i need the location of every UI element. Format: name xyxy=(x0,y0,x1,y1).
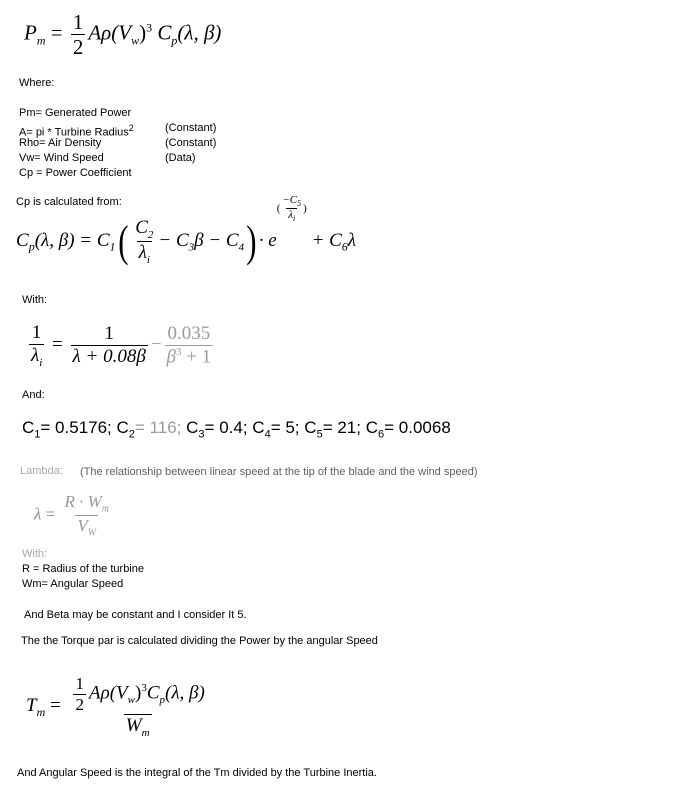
constant-c4: $C_4= 5$; xyxy=(252,418,300,441)
def-rho: Rho= Air Density xyxy=(19,137,102,149)
lambda-description: (The relationship between linear speed at the tip of the blade and the wind speed) xyxy=(80,466,478,478)
torque-note: The the Torque par is calculated dividing the Power by the angular Speed xyxy=(21,635,378,647)
half-fraction: $\frac{1}{2}$ xyxy=(72,10,84,60)
beta-note: And Beta may be constant and I consider It 5. xyxy=(24,609,247,621)
def-wm: Wm= Angular Speed xyxy=(22,578,124,590)
def-cp: Cp = Power Coefficient xyxy=(19,167,132,179)
constant-c3: $C_3= 0.4$; xyxy=(186,418,248,441)
def-r: R = Radius of the turbine xyxy=(22,563,144,575)
def-rho-note: (Constant) xyxy=(165,137,217,149)
constant-c5: $C_5= 21$; xyxy=(304,418,361,441)
power-equation: $P_m$ = $\frac{1}{2}$ $A\rho(V_w)^3$ $C_p(\lambda$, β) xyxy=(24,10,222,60)
constant-c6: $C_6= 0.0068$ xyxy=(365,418,451,441)
def-vw: Vw= Wind Speed xyxy=(19,152,104,164)
exponent: ( $\frac{-C_5}{\lambda_i}$ ) xyxy=(276,194,307,224)
where-label: Where: xyxy=(19,77,55,89)
with-label-2: With: xyxy=(22,548,48,560)
angular-note: And Angular Speed is the integral of the Tm divided by the Turbine Inertia. xyxy=(17,767,377,779)
cp-calc-label: Cp is calculated from: xyxy=(16,196,122,208)
lambda-i-equation: $\frac{1}{\lambda_i}$ = $\frac{1}{\lambda + 0.08\beta}$ − $\frac{0.035}{\beta^3 + 1}$ xyxy=(31,322,212,369)
and-label: And: xyxy=(22,389,45,401)
with-label: With: xyxy=(22,294,48,306)
cp-equation: $C_p(\lambda$, $\beta) = C_1$( $\frac{C_2}{\lambda_i}$ − $C_3\beta - C_4) \cdot e$( $\frac{-C_5}{\lambda_i}$ ) + $C_6\lambda$ xyxy=(16,194,357,266)
c2-over-lambda-fraction: $\frac{C_2}{\lambda_i}$ xyxy=(135,216,154,266)
constants-line xyxy=(22,418,451,440)
lambda-label: Lambda: xyxy=(20,465,63,477)
def-a: A= pi * Turbine Radius$^2$ xyxy=(19,123,134,139)
def-vw-note: (Data) xyxy=(165,152,196,164)
constant-c1: $C_1= 0.5176$; xyxy=(22,418,112,441)
constant-c2: $C_2= 116$; xyxy=(116,418,182,441)
def-pm: Pm= Generated Power xyxy=(19,107,132,119)
def-a-note: (Constant) xyxy=(165,122,217,134)
torque-equation: $T_m$ = $\frac{1}{2}$ $A\rho(V_w)^3C_p(\lambda$, β) $W_m$ xyxy=(26,674,205,739)
lambda-equation: λ = $\frac{R \cdot W_m}{V_W}$ xyxy=(34,492,109,539)
torque-fraction: $\frac{1}{2}$ $A\rho(V_w)^3C_p(\lambda$, β) $W_m$ xyxy=(75,674,205,739)
